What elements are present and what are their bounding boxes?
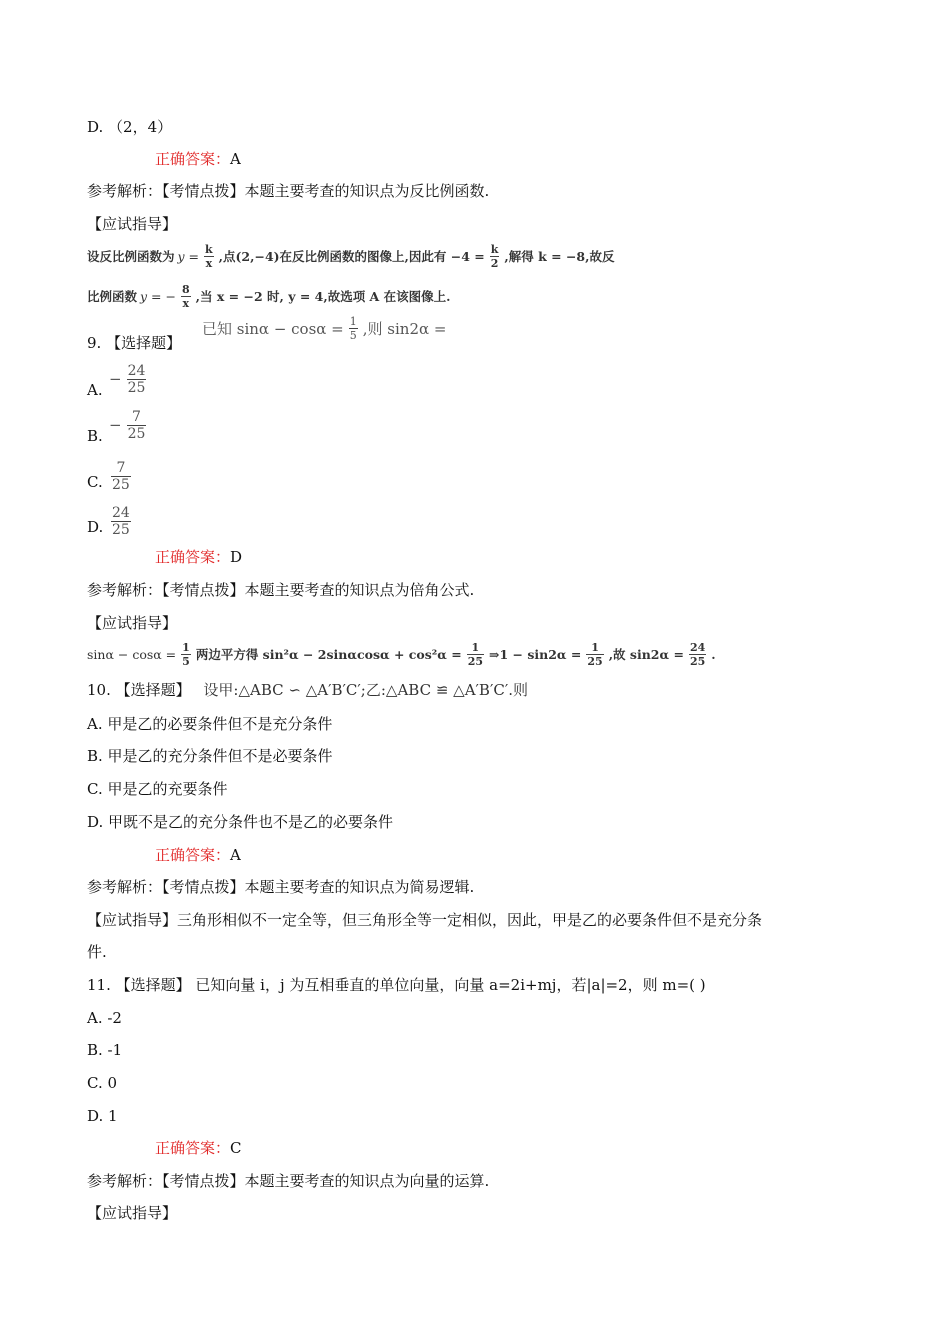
q11-analysis: 参考解析：【考情点拨】本题主要考查的知识点为向量的运算. (87, 1172, 490, 1190)
q10-option-b: B. 甲是乙的充分条件但不是必要条件 (87, 747, 333, 765)
q10-answer (155, 845, 241, 865)
stem-text: 已知 sinα − cosα = (202, 319, 344, 338)
sol-text: 设反比例函数为 (87, 248, 175, 264)
answer-label: 正确答案： (155, 1139, 231, 1157)
fraction (586, 642, 603, 667)
q11-option-c: C. 0 (87, 1074, 118, 1092)
frac-num: 24 (127, 362, 146, 379)
q10-stem-line (87, 680, 528, 700)
sol-text: ⇒1 − sin2α = (489, 646, 582, 662)
q10-analysis: 参考解析：【考情点拨】本题主要考查的知识点为简易逻辑. (87, 878, 475, 896)
frac-num: 24 (112, 504, 130, 521)
sol-text: . (711, 646, 716, 662)
frac-num: 7 (132, 408, 141, 425)
answer-label: 正确答案： (155, 548, 231, 566)
q8-solution-line1 (87, 244, 615, 269)
frac-den: 25 (112, 476, 130, 493)
q8-option-d: D. （2，4） (87, 118, 173, 136)
answer-value: A (230, 150, 241, 168)
fraction (127, 364, 147, 395)
q10-number: 10. 【选择题】 (87, 681, 191, 699)
q10-option-d: D. 甲既不是乙的充分条件也不是乙的必要条件 (87, 813, 394, 831)
fraction (467, 642, 484, 667)
fraction (127, 410, 147, 441)
fraction (349, 316, 358, 341)
q10-option-c: C. 甲是乙的充要条件 (87, 780, 228, 798)
q10-guide-line2: 件. (87, 943, 107, 961)
frac-num: 24 (689, 641, 706, 654)
q8-solution-line2 (87, 284, 450, 309)
answer-value: C (230, 1139, 242, 1157)
frac-den: 25 (127, 425, 146, 442)
frac-den: 25 (467, 655, 484, 668)
option-sign: − (109, 370, 122, 388)
answer-value: A (230, 846, 241, 864)
q11-option-a: A. -2 (87, 1009, 122, 1027)
q9-solution (87, 642, 716, 667)
q9-number: 9. 【选择题】 (87, 334, 182, 352)
q10-guide-line1: 【应试指导】三角形相似不一定全等，但三角形全等一定相似，因此，甲是乙的必要条件但不是充分条 (87, 911, 763, 929)
fraction (204, 244, 214, 269)
frac-num: 1 (349, 315, 357, 328)
frac-num: 8 (181, 283, 190, 296)
frac-den: 25 (112, 521, 130, 538)
option-label: A. (87, 381, 103, 399)
sol-text: ,故 sin2α = (608, 646, 684, 662)
sol-text: sinα − cosα = (87, 646, 177, 662)
answer-label: 正确答案： (155, 846, 231, 864)
frac-den: 25 (689, 655, 706, 668)
frac-num: 1 (471, 641, 480, 654)
sol-text: y = (177, 248, 200, 264)
frac-den: 2 (490, 257, 499, 270)
q9-option-a (87, 360, 148, 400)
option-label: B. (87, 427, 103, 445)
sol-text: ,当 x = −2 时, y = 4,故选项 A 在该图像上. (195, 288, 451, 304)
q9-stem (202, 316, 446, 341)
q11-option-d: D. 1 (87, 1107, 118, 1125)
q9-answer (155, 547, 242, 567)
q10-option-a: A. 甲是乙的必要条件但不是充分条件 (87, 715, 333, 733)
frac-den: 25 (587, 655, 603, 668)
stem-text: ,则 sin2α = (362, 319, 447, 338)
frac-den: 25 (127, 379, 146, 396)
fraction (689, 642, 706, 667)
q9-option-c (87, 452, 133, 492)
fraction (111, 506, 131, 537)
q8-answer (155, 149, 241, 169)
q9-guide: 【应试指导】 (87, 614, 178, 632)
frac-den: x (182, 297, 190, 310)
q9-option-b (87, 406, 148, 446)
fraction (181, 284, 191, 309)
q8-guide: 【应试指导】 (87, 215, 178, 233)
q11-guide: 【应试指导】 (87, 1204, 178, 1222)
q8-analysis: 参考解析：【考情点拨】本题主要考查的知识点为反比例函数. (87, 182, 490, 200)
q10-stem: 设甲:△ABC ∽ △A′B′C′;乙:△ABC ≌ △A′B′C′.则 (203, 681, 529, 699)
sol-text: 两边平方得 sin²α − 2sinαcosα + cos²α = (195, 646, 462, 662)
q9-analysis: 参考解析：【考情点拨】本题主要考查的知识点为倍角公式. (87, 581, 475, 599)
frac-num: 1 (591, 641, 599, 654)
frac-den: 5 (349, 329, 357, 342)
frac-num: k (490, 243, 499, 256)
sol-text: ,点(2,−4)在反比例函数的图像上,因此有 −4 = (218, 248, 485, 264)
frac-den: 5 (182, 655, 190, 668)
frac-num: 1 (182, 641, 190, 654)
q9-option-d (87, 497, 133, 537)
answer-label: 正确答案： (155, 150, 231, 168)
frac-den: x (205, 257, 213, 270)
q11-answer (155, 1138, 242, 1158)
sol-text: y = − (140, 288, 176, 304)
sol-text: ,解得 k = −8,故反 (504, 248, 615, 264)
q11-option-b: B. -1 (87, 1041, 123, 1059)
option-sign: − (109, 416, 122, 434)
answer-value: D (230, 548, 243, 566)
frac-num: 7 (116, 459, 126, 476)
option-label: C. (87, 473, 103, 491)
frac-num: k (205, 243, 213, 256)
fraction (111, 461, 131, 492)
fraction (181, 642, 191, 667)
q11-stem: 11. 【选择题】 已知向量 i，j 为互相垂直的单位向量，向量 a=2i+mj，若|a|=2，则 m=( ) (87, 976, 706, 994)
fraction (490, 244, 500, 269)
option-label: D. (87, 518, 104, 536)
sol-text: 比例函数 (87, 288, 138, 304)
